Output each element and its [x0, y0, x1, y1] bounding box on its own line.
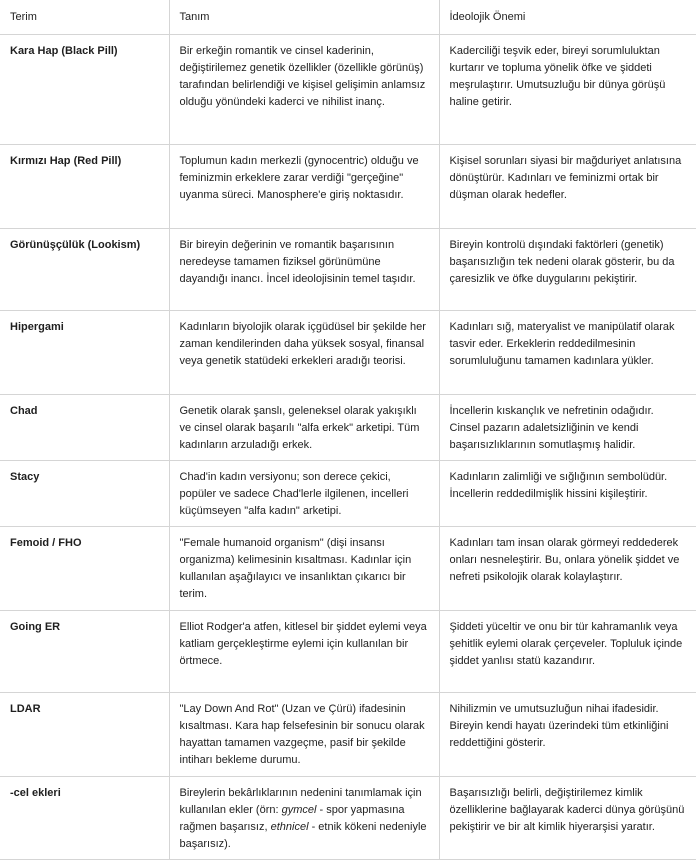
definition-cell: Chad'in kadın versiyonu; son derece çekici, popüler ve sadece Chad'lerle ilgilenen, incelleri küçümseyen "alfa kadın" arketipi.: [169, 461, 439, 527]
significance-cell: Şiddeti yüceltir ve onu bir tür kahramanlık veya şehitlik eylemi olarak çerçeveler. Topluluk içinde şiddet yanlısı statü kazandırır.: [439, 611, 696, 693]
header-significance: İdeolojik Önemi: [439, 0, 696, 35]
term-cell: Hipergami: [0, 311, 169, 395]
significance-cell: Başarısızlığı belirli, değiştirilemez kimlik özelliklerine bağlayarak kaderci dünya görüşünü pekiştirir ve bir alt kimlik hiyerarşisi yaratır.: [439, 777, 696, 860]
term-cell: Going ER: [0, 611, 169, 693]
table-row: [0, 777, 696, 860]
table-row: [0, 395, 696, 461]
table-row: [0, 229, 696, 311]
header-term: Terim: [0, 0, 169, 35]
header-definition: Tanım: [169, 0, 439, 35]
term-cell: LDAR: [0, 693, 169, 777]
definition-cell: Bir bireyin değerinin ve romantik başarısının neredeyse tamamen fiziksel görünümüne dayandığı inancı. İncel ideolojisinin temel taşıdır.: [169, 229, 439, 311]
definition-cell: Elliot Rodger'a atfen, kitlesel bir şiddet eylemi veya katliam gerçekleştirme eylemi için kullanılan bir örtmece.: [169, 611, 439, 693]
significance-cell: Kişisel sorunları siyasi bir mağduriyet anlatısına dönüştürür. Kadınları ve feminizmi ortak bir düşman olarak hedefler.: [439, 145, 696, 229]
significance-cell: Kadınların zalimliği ve sığlığının sembolüdür. İncellerin reddedilmişlik hissini kişileştirir.: [439, 461, 696, 527]
table-header-row: [0, 0, 696, 35]
definition-example: ethnicel: [270, 821, 309, 833]
definition-cell: "Female humanoid organism" (dişi insansı organizma) kelimesinin kısaltması. Kadınlar için kullanılan aşağılayıcı ve insanlıktan çıkarıcı bir terim.: [169, 527, 439, 611]
definition-cell: Toplumun kadın merkezli (gynocentric) olduğu ve feminizmin erkeklere zarar verdiği "gerçeğine" uyanma süreci. Manosphere'e giriş noktasıdır.: [169, 145, 439, 229]
term-cell: Chad: [0, 395, 169, 461]
table-row: [0, 527, 696, 611]
definition-cell: "Lay Down And Rot" (Uzan ve Çürü) ifadesinin kısaltması. Kara hap felsefesinin bir sonucu olarak hayattan tamamen vazgeçme, pasif bir şekilde intiharı bekleme durumu.: [169, 693, 439, 777]
table-row: [0, 311, 696, 395]
table-row: [0, 611, 696, 693]
table-row: [0, 35, 696, 145]
definition-example: gymcel: [281, 804, 317, 816]
significance-cell: Kadınları sığ, materyalist ve manipülatif olarak tasvir eder. Erkeklerin reddedilmesinin sorumluluğunu tamamen kadınlara yükler.: [439, 311, 696, 395]
significance-cell: Bireyin kontrolü dışındaki faktörleri (genetik) başarısızlığın tek nedeni olarak gösterir, bu da çaresizlik ve öfke duygularını pekiştirir.: [439, 229, 696, 311]
definition-cell: Genetik olarak şanslı, geleneksel olarak yakışıklı ve cinsel olarak başarılı "alfa erkek" arketipi. Tüm kadınların arzuladığı erkek.: [169, 395, 439, 461]
significance-cell: Kaderciliği teşvik eder, bireyi sorumluluktan kurtarır ve topluma yönelik öfke ve şiddeti meşrulaştırır. Umutsuzluğu bir dünya görüşü haline getirir.: [439, 35, 696, 145]
significance-cell: Nihilizmin ve umutsuzluğun nihai ifadesidir. Bireyin kendi hayatı üzerindeki tüm etkinliğini reddettiğini gösterir.: [439, 693, 696, 777]
significance-cell: Kadınları tam insan olarak görmeyi reddederek onları nesneleştirir. Bu, onlara yönelik şiddet ve nefreti psikolojik olarak kolaylaştırır.: [439, 527, 696, 611]
definition-text: - etnik kökeni nedeniyle başarısız).: [179, 821, 427, 850]
definition-cell: Kadınların biyolojik olarak içgüdüsel bir şekilde her zaman kendilerinden daha yüksek sosyal, finansal veya genetik statüdeki erkekleri aradığı teorisi.: [169, 311, 439, 395]
table-row: [0, 145, 696, 229]
table-row: [0, 693, 696, 777]
term-cell: Stacy: [0, 461, 169, 527]
significance-cell: İncellerin kıskançlık ve nefretinin odağıdır. Cinsel pazarın adaletsizliğinin ve kendi başarısızlıklarının somutlaşmış halidir.: [439, 395, 696, 461]
definition-text: - spor yapmasına rağmen başarısız,: [179, 804, 405, 833]
table-row: [0, 461, 696, 527]
term-cell: Femoid / FHO: [0, 527, 169, 611]
definition-text: Bireylerin bekârlıklarının nedenini tanımlamak için kullanılan ekler (örn:: [179, 787, 422, 816]
term-cell: -cel ekleri: [0, 777, 169, 860]
term-cell: Görünüşçülük (Lookism): [0, 229, 169, 311]
definition-cell: [169, 777, 439, 860]
definition-cell: Bir erkeğin romantik ve cinsel kaderinin, değiştirilemez genetik özellikler (özellikle görünüş) tarafından belirlendiği ve kişisel gelişimin anlamsız olduğu yönündeki kaderci ve nihilist inanç.: [169, 35, 439, 145]
term-cell: Kara Hap (Black Pill): [0, 35, 169, 145]
term-cell: Kırmızı Hap (Red Pill): [0, 145, 169, 229]
